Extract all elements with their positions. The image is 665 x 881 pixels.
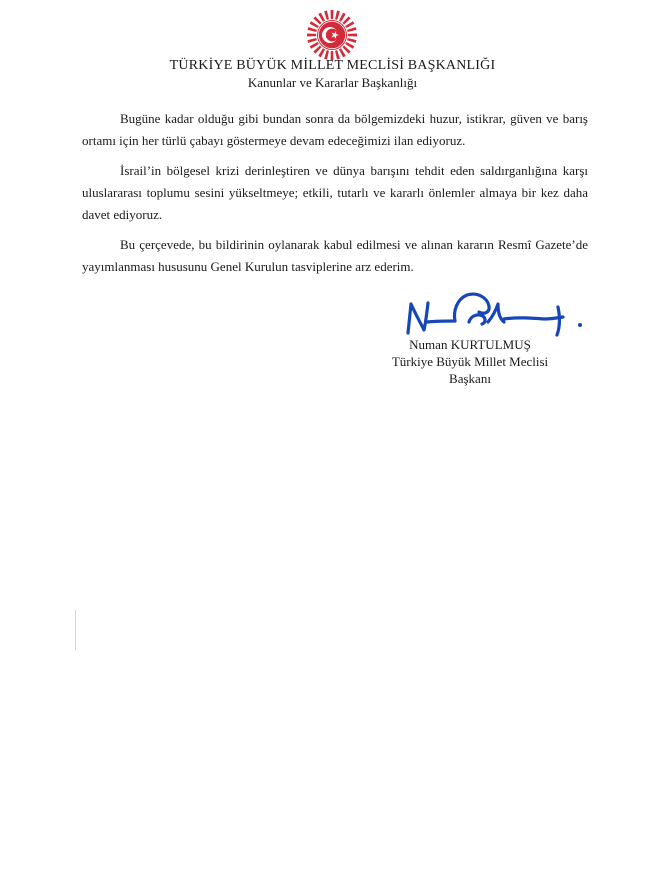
emblem-ray bbox=[342, 45, 350, 53]
paragraph: Bu çerçevede, bu bildirinin oylanarak kabul edilmesi ve alınan kararın Resmî Gazete’de yayımlanması hususunu Genel Kurulun tasviplerine arz ederim. bbox=[82, 237, 588, 274]
emblem-ray bbox=[339, 13, 346, 22]
emblem-ray bbox=[335, 11, 340, 20]
emblem-ray bbox=[345, 42, 354, 49]
emblem-ray bbox=[339, 48, 346, 57]
emblem-ray bbox=[331, 10, 334, 19]
institution-title: TÜRKİYE BÜYÜK MİLLET MECLİSİ BAŞKANLIĞI bbox=[169, 58, 496, 73]
emblem-ray bbox=[307, 34, 316, 37]
handwritten-signature bbox=[403, 289, 588, 339]
emblem-ray bbox=[347, 38, 356, 43]
signatory-name: Numan KURTULMUŞ bbox=[409, 337, 531, 352]
emblem-ray bbox=[313, 45, 321, 53]
emblem-ray bbox=[318, 13, 325, 22]
signatory-title: Başkanı bbox=[449, 371, 491, 386]
emblem-ray bbox=[324, 11, 329, 20]
scan-artifact-line bbox=[75, 610, 76, 650]
emblem-ray bbox=[348, 34, 357, 37]
paragraph: İsrail’in bölgesel krizi derinleştiren ve dünya barışını tehdit eden saldırganlığına karşı uluslararası toplumu sesini yükseltmeye; etkili, tutarlı ve kararlı önlemler almaya bir kez daha davet ediyoruz. bbox=[82, 163, 588, 222]
emblem-ray bbox=[308, 38, 317, 43]
emblem-ray bbox=[318, 48, 325, 57]
emblem-ray bbox=[308, 27, 317, 32]
emblem-ray bbox=[310, 21, 319, 28]
paragraph: Bugüne kadar olduğu gibi bundan sonra da bölgemizdeki huzur, istikrar, güven ve barış ortamı için her türlü çabayı göstermeye devam edeceğimizi ilan ediyoruz. bbox=[82, 111, 588, 148]
emblem-ray bbox=[345, 21, 354, 28]
tbmm-emblem-icon bbox=[306, 9, 358, 61]
letter-body bbox=[82, 108, 588, 286]
signatory-block bbox=[390, 336, 550, 387]
emblem-ray bbox=[347, 27, 356, 32]
emblem-ray bbox=[342, 16, 350, 24]
emblem-ray bbox=[313, 16, 321, 24]
emblem-ray bbox=[310, 42, 319, 49]
signatory-institution: Türkiye Büyük Millet Meclisi bbox=[391, 354, 549, 369]
department-subtitle: Kanunlar ve Kararlar Başkanlığı bbox=[247, 75, 418, 90]
